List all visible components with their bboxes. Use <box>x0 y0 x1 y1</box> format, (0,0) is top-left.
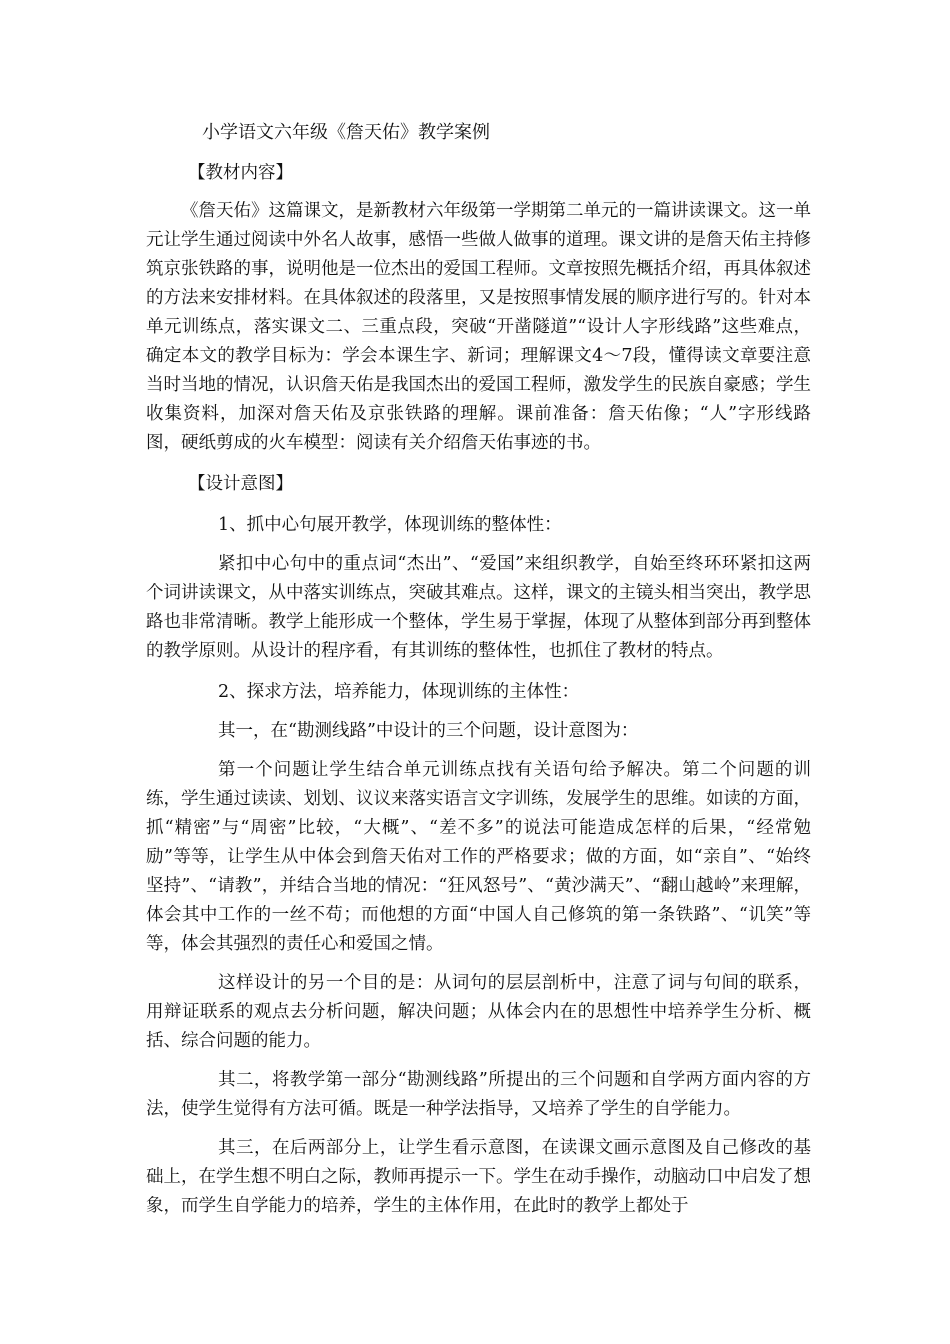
paragraph-1: 紧扣中心句中的重点词“杰出”、“爱国”来组织教学，自始至终环环紧扣这两个词讲读课文，从中落实训练点，突破其难点。这样，课文的主镜头相当突出，教学思路也非常清晰。教学上能形成一个整体，学生易于掌握，体现了从整体到部分再到整体的教学原则。从设计的程序看，有其训练的整体性，也抓住了教材的特点。 <box>146 554 811 661</box>
paragraph-4: 这样设计的另一个目的是：从词句的层层剖析中，注意了词与句间的联系，用辩证联系的观点去分析问题，解决问题；从体会内在的思想性中培养学生分析、概括、综合问题的能力。 <box>146 973 811 1051</box>
paragraph-6: 其三，在后两部分上，让学生看示意图，在读课文画示意图及自己修改的基础上，在学生想不明白之际，教师再提示一下。学生在动手操作，动脑动口中启发了想象，而学生自学能力的培养，学生的主体作用，在此时的教学上都处于 <box>146 1138 811 1216</box>
paragraph-materials: 《詹天佑》这篇课文，是新教材六年级第一学期第二单元的一篇讲读课文。这一单元让学生通过阅读中外名人故事，感悟一些做人做事的道理。课文讲的是詹天佑主持修筑京张铁路的事，说明他是一位杰出的爱国工程师。文章按照先概括介绍，再具体叙述的方法来安排材料。在具体叙述的段落里，又是按照事情发展的顺序进行写的。针对本单元训练点，落实课文二、三重点段，突破“开凿隧道”“设计人字形线路”这些难点，确定本文的教学目标为：学会本课生字、新词；理解课文4～7段，懂得读文章要注意当时当地的情况，认识詹天佑是我国杰出的爱国工程师，激发学生的民族自豪感；学生收集资料，加深对詹天佑及京张铁路的理解。课前准备：詹天佑像；“人”字形线路图，硬纸剪成的火车模型：阅读有关介绍詹天佑事迹的书。 <box>146 201 811 453</box>
subheading-1: 1、抓中心句展开教学，体现训练的整体性： <box>218 515 562 535</box>
paragraph-5: 其二，将教学第一部分“勘测线路”所提出的三个问题和自学两方面内容的方法，使学生觉得有方法可循。既是一种学法指导，又培养了学生的自学能力。 <box>146 1070 811 1119</box>
section-heading-materials: 【教材内容】 <box>188 163 293 183</box>
subheading-2: 2、探求方法，培养能力，体现训练的主体性： <box>218 682 580 702</box>
section-heading-design: 【设计意图】 <box>188 474 293 494</box>
document-title: 小学语文六年级《詹天佑》教学案例 <box>202 122 490 143</box>
document-page <box>146 118 811 1231</box>
paragraph-2: 其一，在“勘测线路”中设计的三个问题，设计意图为： <box>218 721 639 741</box>
paragraph-3: 第一个问题让学生结合单元训练点找有关语句给予解决。第二个问题的训练，学生通过读读、划划、议议来落实语言文字训练，发展学生的思维。如读的方面，抓“精密”与“周密”比较，“大概”、“差不多”的说法可能造成怎样的后果，“经常勉励”等等，让学生从中体会到詹天佑对工作的严格要求；做的方面，如“亲自”、“始终坚持”、“请教”，并结合当地的情况：“狂风怒号”、“黄沙满天”、“翻山越岭”来理解，体会其中工作的一丝不苟；而他想的方面“中国人自己修筑的第一条铁路”、“讥笑”等等，体会其强烈的责任心和爱国之情。 <box>146 760 811 954</box>
